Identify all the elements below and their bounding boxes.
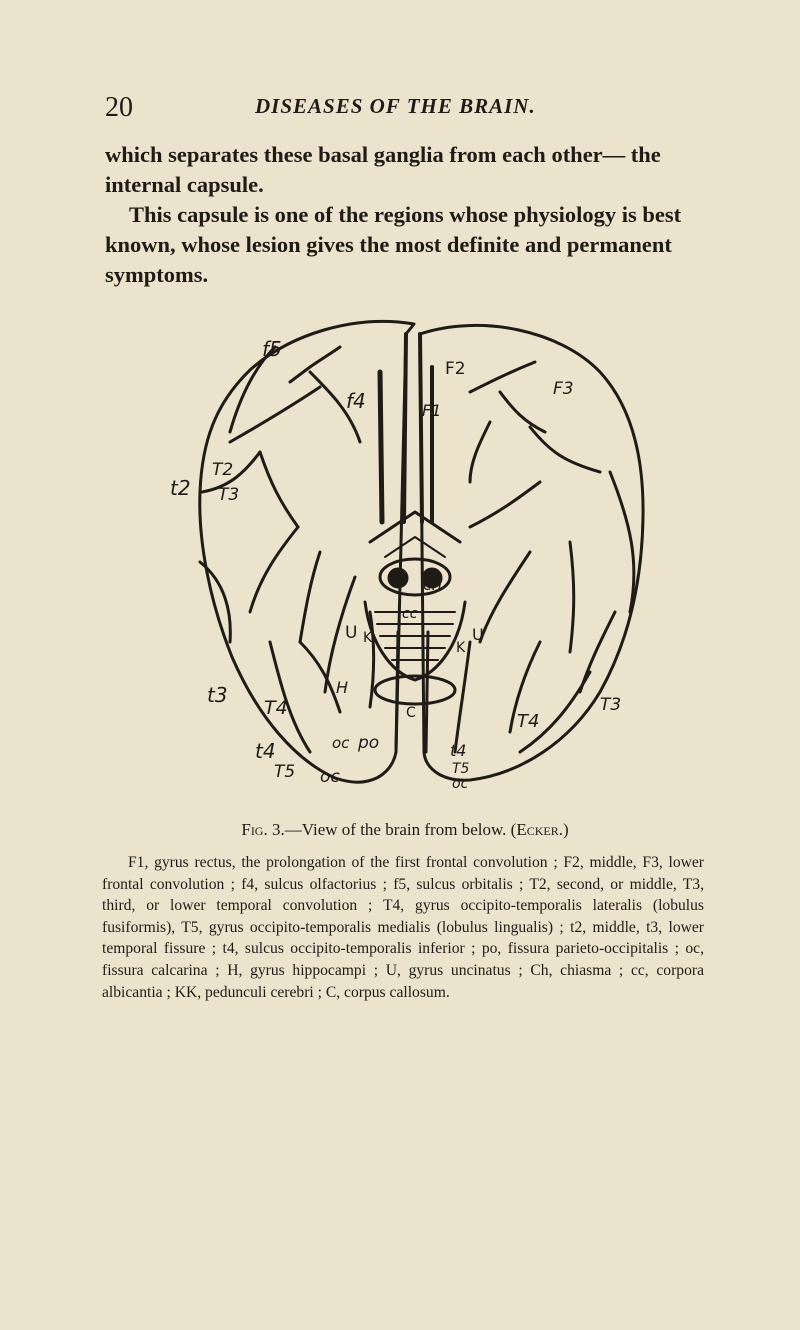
brain-illustration [170,312,668,788]
label-K-left: K [363,630,373,646]
figure-credit: (Ecker.) [510,820,569,839]
label-H: H [336,678,349,697]
label-U-left: U [345,623,358,643]
figure-legend [102,852,704,1003]
label-T5-right: T5 [452,761,470,777]
figure-credit-name: Ecker [516,820,559,839]
figure-title: —View of the brain from below. [284,820,507,839]
label-T5-left: T5 [274,762,296,782]
label-oc-bottom: oc [320,767,340,787]
label-f4: f4 [346,389,366,413]
label-po: po [358,733,380,753]
label-f5: f5 [262,337,282,361]
body-paragraph-1: which separates these basal ganglia from each other— the internal capsule. [105,142,661,197]
label-T2: T2 [212,460,234,480]
label-T4-right: T4 [517,711,540,732]
label-ch: ch [423,575,442,594]
label-F3: F3 [553,379,574,399]
label-t4-right: t4 [450,741,467,760]
label-K-right: K [456,640,466,656]
page-header [105,92,705,122]
label-F1: F1 [422,401,442,420]
label-F2: F2 [445,359,466,379]
label-oc-left: oc [332,734,350,752]
label-oc-right: oc [452,776,469,788]
brain-figure [170,312,668,788]
body-text [105,140,705,290]
label-t2: t2 [170,476,191,500]
label-C: C [406,705,416,721]
page-number: 20 [105,92,133,123]
figure-legend-text: F1, gyrus rectus, the prolongation of the first frontal convolution ; F2, middle, F3, lower frontal convolution ; f4, sulcus olfactorius ; f5, sulcus orbitalis ; T2, second, or middle, T3, third, or lower temporal convolution ; T4, gyrus occipito-temporalis lateralis (lobulus fusiformis), T5, gyrus occipito-temporalis medialis (lobulus lingualis) ; t2, middle, t3, lower temporal fissure ; t4, sulcus occipito-temporalis inferior ; po, fissura parieto-occipitalis ; oc, fissura calcarina ; H, gyrus hippocampi ; U, gyrus uncinatus ; Ch, chiasma ; cc, corpora albicantia ; KK, pedunculi cerebri ; C, corpus callosum. [102,854,704,1001]
label-T4-left: T4 [264,697,288,719]
label-t4-left: t4 [255,739,276,763]
label-t3: t3 [207,683,228,707]
running-head: DISEASES OF THE BRAIN. [255,94,536,118]
figure-caption-title [100,820,710,840]
label-T3-left: T3 [218,485,240,505]
label-cc: cc [402,606,418,622]
body-paragraph-2: This capsule is one of the regions whose physiology is best known, whose lesion gives the most definite and permanent symptoms. [105,202,682,287]
label-T3-right: T3 [600,695,622,715]
figure-number: Fig. 3. [241,820,285,839]
label-U-right: U [472,625,484,644]
